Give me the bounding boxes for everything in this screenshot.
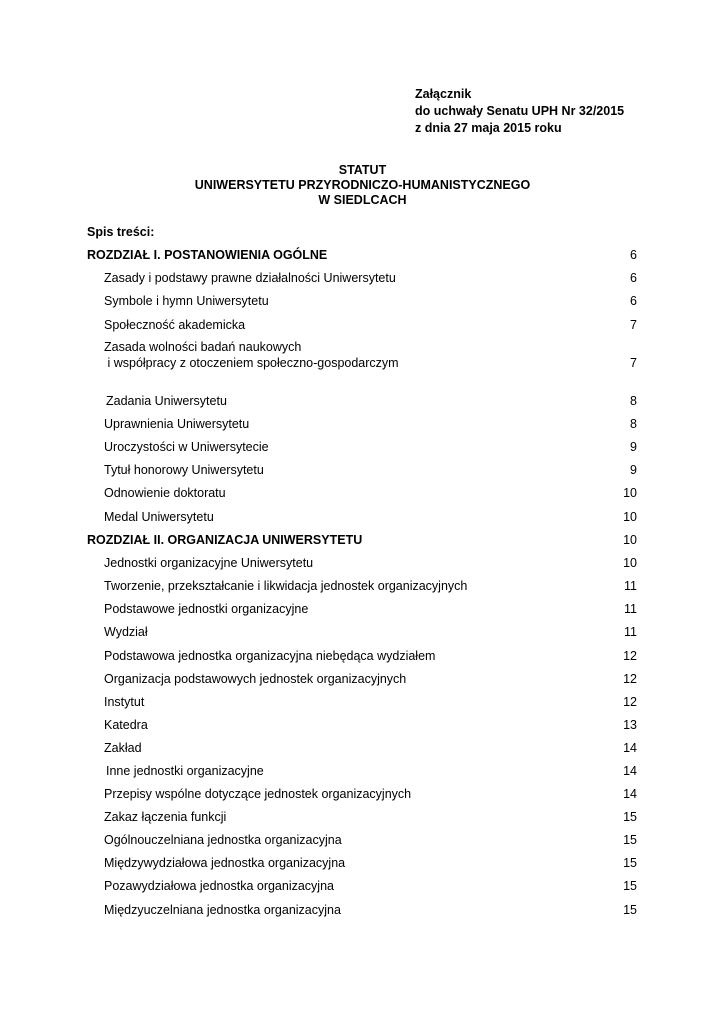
document-title <box>0 163 725 208</box>
toc-label: Tytuł honorowy Uniwersytetu <box>104 463 264 477</box>
toc-page-number: 10 <box>623 510 637 524</box>
toc-page-number: 13 <box>623 718 637 732</box>
toc-page-number: 7 <box>630 356 637 370</box>
annex-line-2: do uchwały Senatu UPH Nr 32/2015 <box>415 104 625 118</box>
toc-label: Tworzenie, przekształcanie i likwidacja jednostek organizacyjnych <box>104 579 468 593</box>
toc-label: Uroczystości w Uniwersytecie <box>104 440 269 454</box>
toc-label: Pozawydziałowa jednostka organizacyjna <box>104 879 334 893</box>
toc-label-line-1: Zasada wolności badań naukowych <box>104 340 302 354</box>
toc-label: Międzyuczelniana jednostka organizacyjna <box>104 903 341 917</box>
toc-label: Odnowienie doktoratu <box>104 486 226 500</box>
toc-page-number: 10 <box>623 486 637 500</box>
toc-label: Społeczność akademicka <box>104 318 246 332</box>
toc-label-line-2: i współpracy z otoczeniem społeczno-gospodarczym <box>104 355 399 370</box>
toc-page-number: 14 <box>623 764 637 778</box>
title-line-1: STATUT <box>338 163 387 177</box>
toc-label: Uprawnienia Uniwersytetu <box>104 417 250 431</box>
toc-page-number: 11 <box>624 579 637 593</box>
toc-label <box>104 340 399 371</box>
toc-page-number: 10 <box>623 533 637 547</box>
toc-label: Organizacja podstawowych jednostek organizacyjnych <box>104 672 407 686</box>
toc-page-number: 8 <box>630 394 637 408</box>
toc-page-number: 6 <box>630 271 637 285</box>
toc-label: Instytut <box>104 695 145 709</box>
toc-page-number: 15 <box>623 810 637 824</box>
toc-page-number: 12 <box>623 672 637 686</box>
toc-page-number: 6 <box>630 294 637 308</box>
annex-header <box>415 86 624 137</box>
toc-page-number: 9 <box>630 440 637 454</box>
toc-label: Zadania Uniwersytetu <box>106 394 227 408</box>
toc-page-number: 14 <box>623 787 637 801</box>
toc-page-number: 15 <box>623 833 637 847</box>
toc-page-number: 15 <box>623 879 637 893</box>
toc-label: Podstawowe jednostki organizacyjne <box>104 602 309 616</box>
toc-page-number: 11 <box>624 602 637 616</box>
toc-label: Jednostki organizacyjne Uniwersytetu <box>104 556 314 570</box>
toc-label: Wydział <box>104 625 148 639</box>
toc-label: Zakaz łączenia funkcji <box>104 810 227 824</box>
toc-label: Podstawowa jednostka organizacyjna niebędąca wydziałem <box>104 649 436 663</box>
toc-heading: Spis treści: <box>87 225 155 239</box>
title-line-3: W SIEDLCACH <box>318 193 407 207</box>
toc-page-number: 11 <box>624 625 637 639</box>
toc-label: Zasady i podstawy prawne działalności Uniwersytetu <box>104 271 396 285</box>
toc-label: Przepisy wspólne dotyczące jednostek organizacyjnych <box>104 787 412 801</box>
toc-page-number: 15 <box>623 856 637 870</box>
toc-label: Zakład <box>104 741 142 755</box>
toc-label: Inne jednostki organizacyjne <box>106 764 264 778</box>
annex-line-3: z dnia 27 maja 2015 roku <box>415 121 562 135</box>
toc-label: ROZDZIAŁ I. POSTANOWIENIA OGÓLNE <box>87 248 328 262</box>
toc-label: ROZDZIAŁ II. ORGANIZACJA UNIWERSYTETU <box>87 533 363 547</box>
toc-page-number: 15 <box>623 903 637 917</box>
toc-page-number: 12 <box>623 649 637 663</box>
annex-line-1: Załącznik <box>415 87 472 101</box>
toc-label: Katedra <box>104 718 148 732</box>
toc-page-number: 7 <box>630 318 637 332</box>
toc-page-number: 14 <box>623 741 637 755</box>
toc-page-number: 6 <box>630 248 637 262</box>
toc-page-number: 9 <box>630 463 637 477</box>
toc-label: Medal Uniwersytetu <box>104 510 214 524</box>
toc-page-number: 10 <box>623 556 637 570</box>
toc-page-number: 12 <box>623 695 637 709</box>
toc-label: Międzywydziałowa jednostka organizacyjna <box>104 856 346 870</box>
toc-label: Symbole i hymn Uniwersytetu <box>104 294 269 308</box>
toc-label: Ogólnouczelniana jednostka organizacyjna <box>104 833 342 847</box>
title-line-2: UNIWERSYTETU PRZYRODNICZO-HUMANISTYCZNEGO <box>194 178 531 192</box>
toc-page-number: 8 <box>630 417 637 431</box>
